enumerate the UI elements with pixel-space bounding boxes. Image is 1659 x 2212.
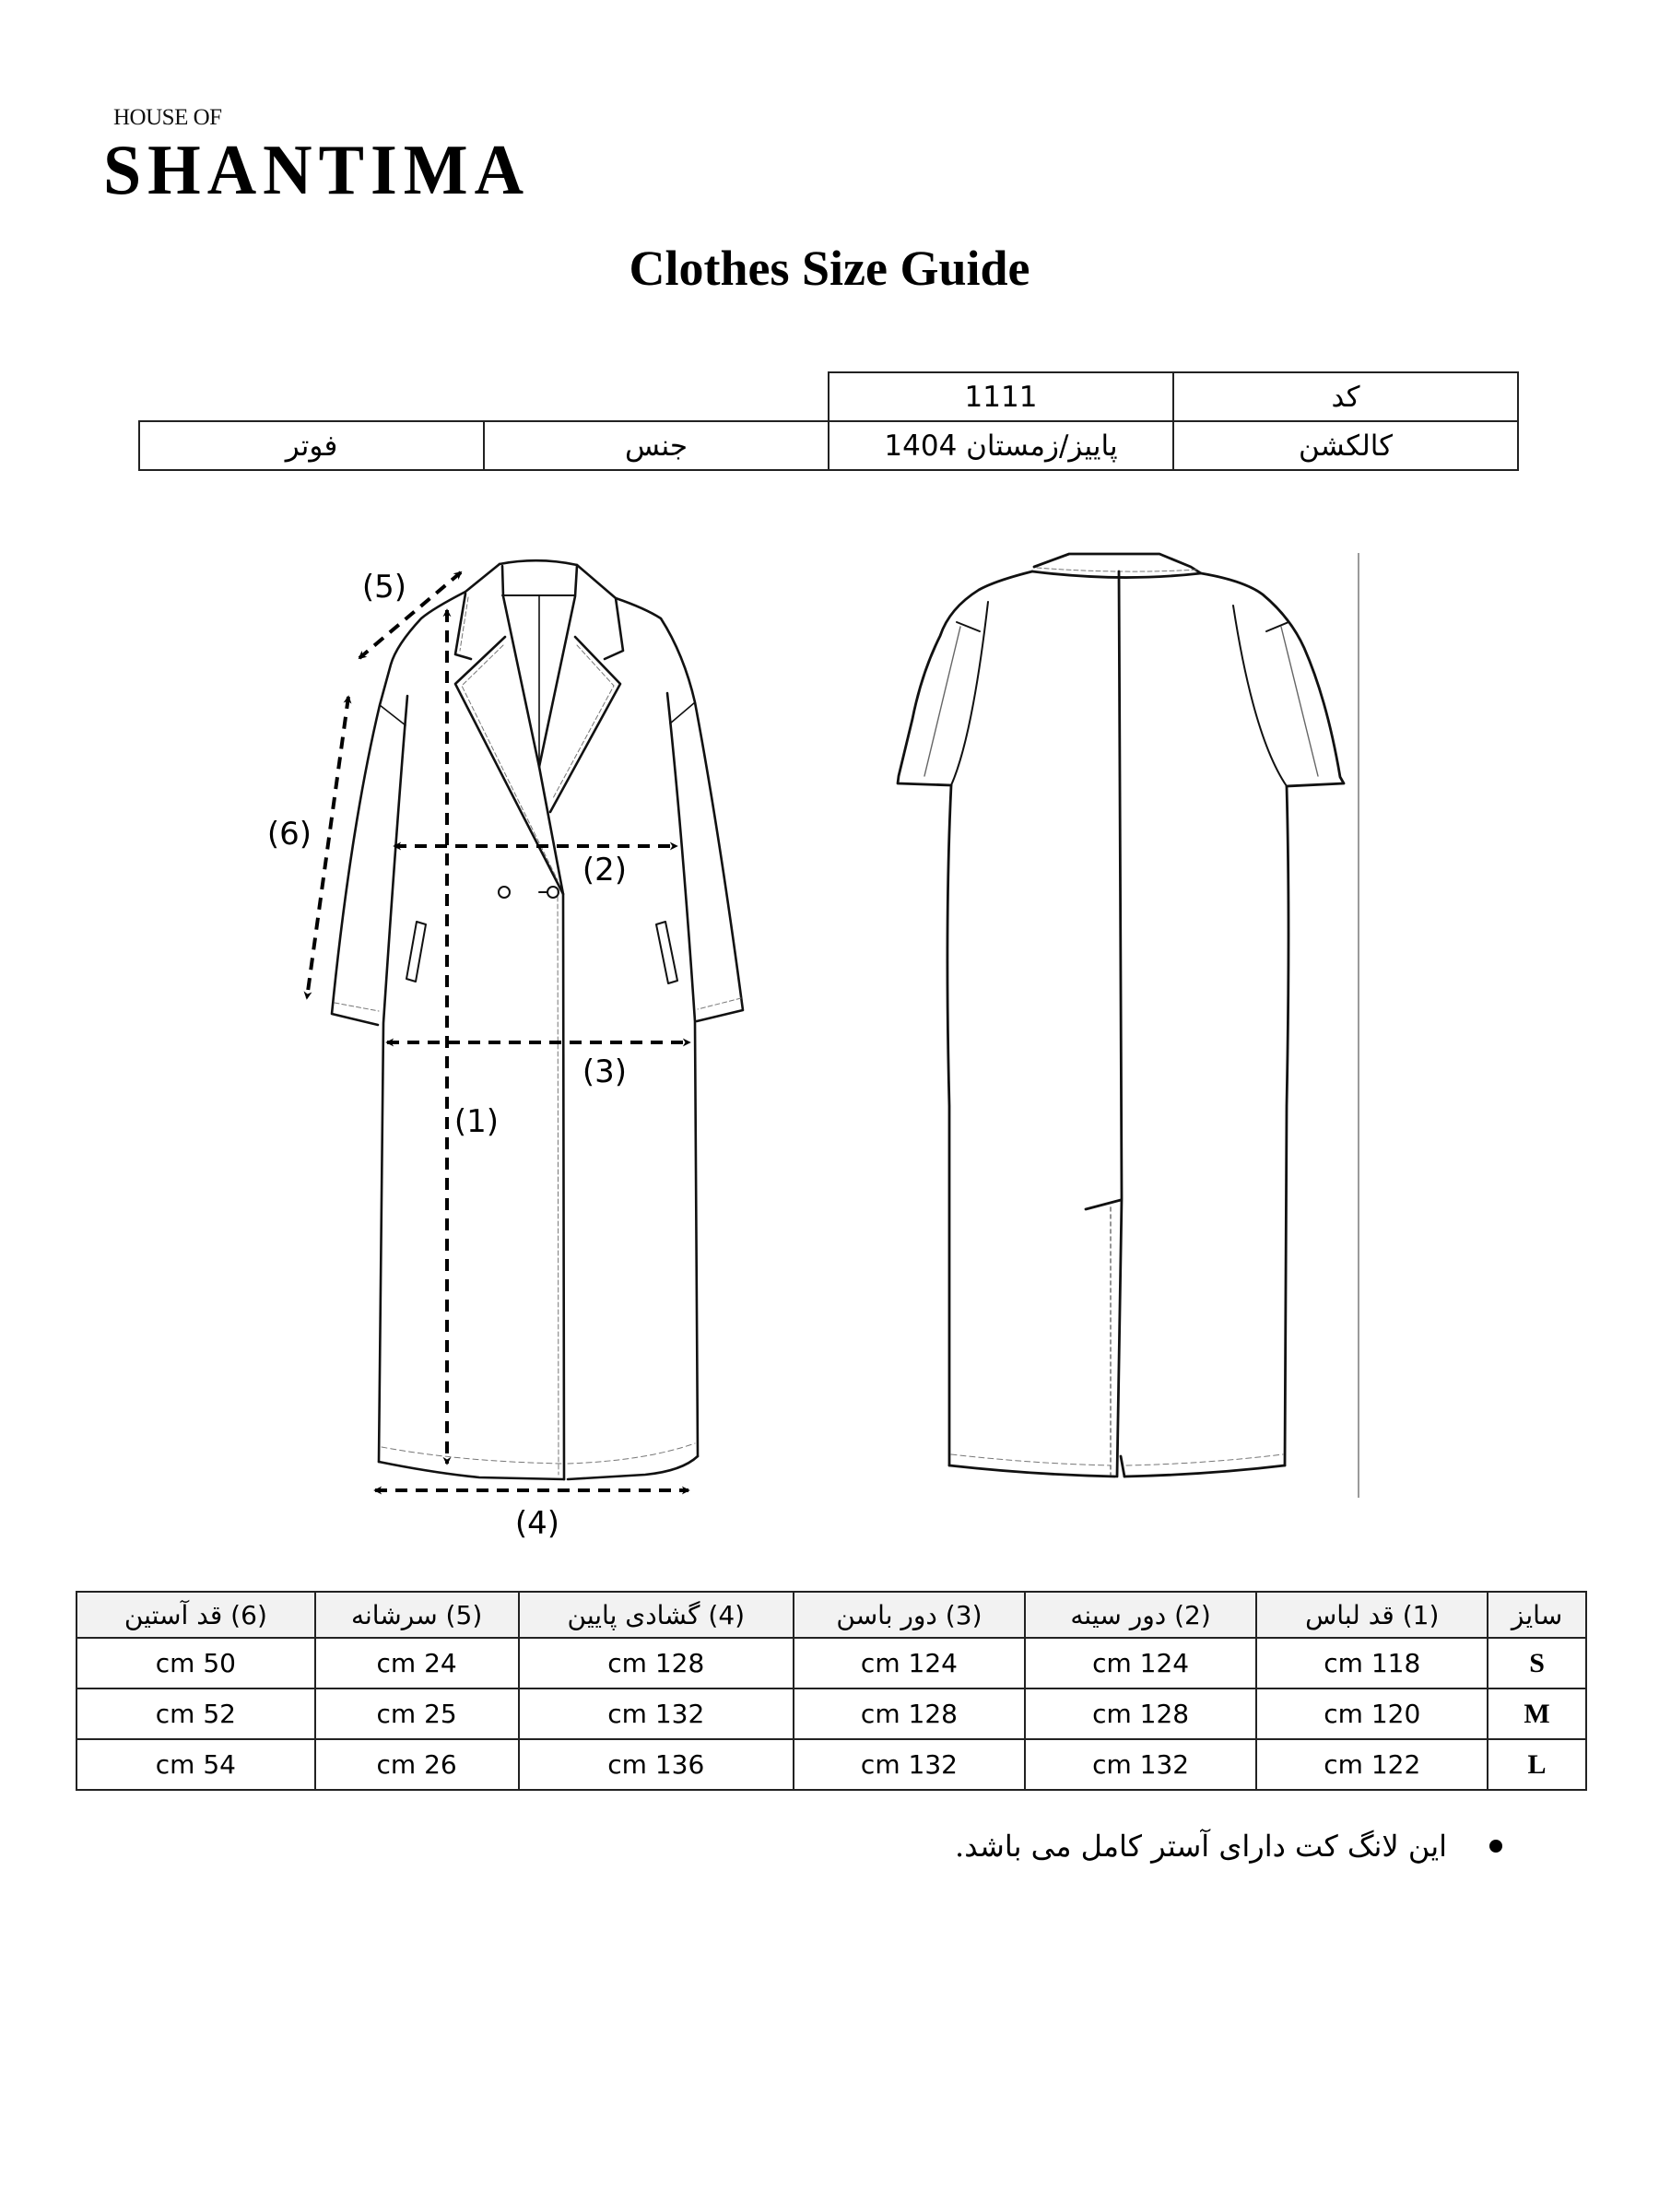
hem-width-cell: 128 cm: [519, 1638, 794, 1688]
size-cell: M: [1488, 1688, 1586, 1739]
page-title: Clothes Size Guide: [629, 241, 1030, 296]
coat-back-sketch-icon: [898, 554, 1344, 1477]
label-measure-1: (1): [453, 1103, 500, 1140]
header-size: سایز: [1488, 1592, 1586, 1638]
collection-value: پاییز/زمستان 1404: [829, 421, 1173, 470]
lining-note: [955, 1829, 1502, 1864]
label-measure-4: (4): [514, 1505, 560, 1542]
table-row: [76, 1688, 1586, 1739]
chest-cell: 132 cm: [1025, 1739, 1257, 1790]
size-cell: L: [1488, 1739, 1586, 1790]
note-text: این لانگ کت دارای آستر کامل می باشد.: [955, 1829, 1447, 1864]
size-cell: S: [1488, 1638, 1586, 1688]
header-shoulder: (5) سرشانه: [315, 1592, 519, 1638]
hem-width-cell: 136 cm: [519, 1739, 794, 1790]
code-label: کد: [1173, 372, 1518, 421]
material-label: جنس: [484, 421, 829, 470]
hip-cell: 128 cm: [794, 1688, 1025, 1739]
sleeve-length-cell: 54 cm: [76, 1739, 315, 1790]
length-cell: 118 cm: [1256, 1638, 1488, 1688]
chest-cell: 128 cm: [1025, 1688, 1257, 1739]
hem-width-cell: 132 cm: [519, 1688, 794, 1739]
measurement-arrows: [307, 572, 689, 1490]
collection-label: کالکشن: [1173, 421, 1518, 470]
arrow-sleeve-6: [307, 697, 348, 998]
brand-logo-house-of: HOUSE OF: [113, 105, 222, 130]
hip-cell: 124 cm: [794, 1638, 1025, 1688]
material-value: فوتر: [139, 421, 484, 470]
length-cell: 122 cm: [1256, 1739, 1488, 1790]
header-hip: (3) دور باسن: [794, 1592, 1025, 1638]
header-chest: (2) دور سینه: [1025, 1592, 1257, 1638]
sleeve-length-cell: 50 cm: [76, 1638, 315, 1688]
table-row: [76, 1638, 1586, 1688]
header-length: (1) قد لباس: [1256, 1592, 1488, 1638]
label-measure-6: (6): [266, 816, 312, 853]
table-row: [76, 1739, 1586, 1790]
size-table-header: [76, 1592, 1586, 1638]
brand-logo-shantima: SHANTIMA: [103, 130, 531, 210]
header-hem-width: (4) گشادی پایین: [519, 1592, 794, 1638]
hip-cell: 132 cm: [794, 1739, 1025, 1790]
shoulder-cell: 26 cm: [315, 1739, 519, 1790]
coat-front-sketch-icon: [332, 560, 743, 1479]
shoulder-cell: 24 cm: [315, 1638, 519, 1688]
code-value: 1111: [829, 372, 1173, 421]
label-measure-2: (2): [582, 852, 628, 888]
chest-cell: 124 cm: [1025, 1638, 1257, 1688]
label-measure-5: (5): [361, 569, 407, 606]
length-cell: 120 cm: [1256, 1688, 1488, 1739]
sleeve-length-cell: 52 cm: [76, 1688, 315, 1739]
shoulder-cell: 25 cm: [315, 1688, 519, 1739]
label-measure-3: (3): [582, 1053, 628, 1090]
bullet-icon: [1489, 1840, 1502, 1853]
header-sleeve-length: (6) قد آستین: [76, 1592, 315, 1638]
size-chart-table: [76, 1591, 1587, 1791]
